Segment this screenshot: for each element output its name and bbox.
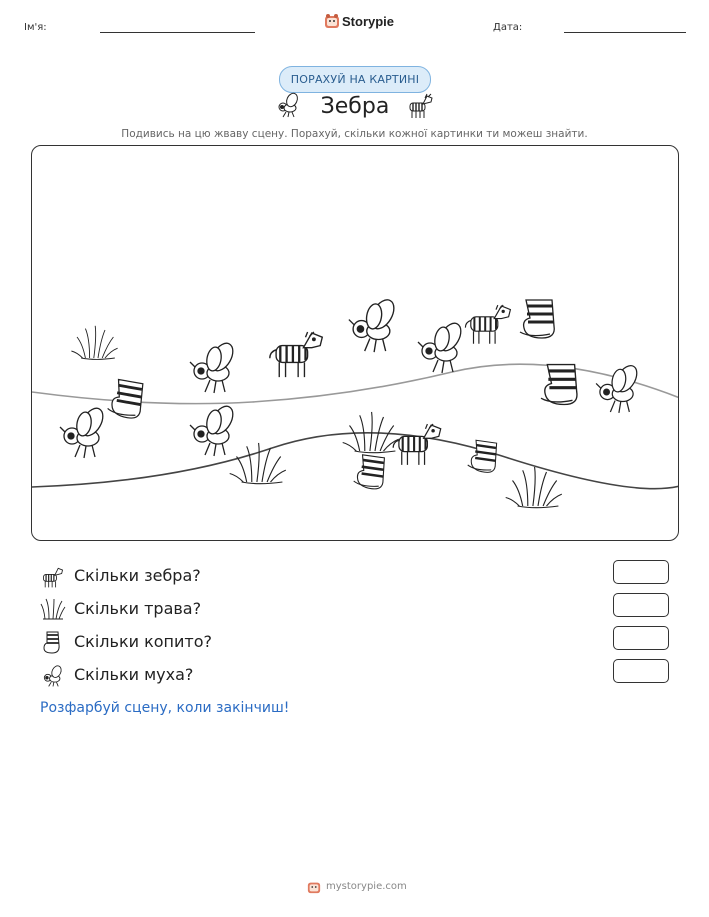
- name-label: Ім'я:: [24, 22, 47, 33]
- question-text: Скільки муха?: [74, 665, 194, 684]
- fly-icon: [40, 663, 66, 689]
- question-row: [40, 630, 670, 656]
- question-row: [40, 564, 670, 590]
- grass-icon: [40, 597, 66, 623]
- question-row: [40, 597, 670, 623]
- zebra-icon: [40, 564, 66, 590]
- instructions: Подивись на цю жваву сцену. Порахуй, скільки кожної картинки ти можеш знайти.: [121, 128, 588, 140]
- date-line[interactable]: [564, 32, 686, 33]
- storypie-logo-icon: [324, 13, 340, 29]
- footer-url[interactable]: mystorypie.com: [326, 881, 407, 892]
- answer-box[interactable]: [613, 560, 669, 584]
- question-text: Скільки трава?: [74, 599, 202, 618]
- page-title: Зебра: [320, 94, 390, 119]
- date-label: Дата:: [493, 22, 523, 33]
- answer-box[interactable]: [613, 593, 669, 617]
- hoof-icon: [40, 630, 66, 656]
- zebra-icon: [406, 92, 436, 120]
- coloring-note: Розфарбуй сцену, коли закінчиш!: [40, 700, 290, 716]
- answer-box[interactable]: [613, 659, 669, 683]
- brand-name: Storypie: [342, 14, 395, 29]
- question-row: [40, 663, 670, 689]
- answer-box[interactable]: [613, 626, 669, 650]
- fly-icon: [272, 92, 302, 118]
- storypie-logo-icon: [307, 879, 321, 893]
- counting-scene: [31, 145, 679, 541]
- activity-badge: ПОРАХУЙ НА КАРТИНІ: [279, 66, 431, 93]
- question-text: Скільки копито?: [74, 632, 212, 651]
- question-text: Скільки зебра?: [74, 566, 201, 585]
- name-line[interactable]: [100, 32, 255, 33]
